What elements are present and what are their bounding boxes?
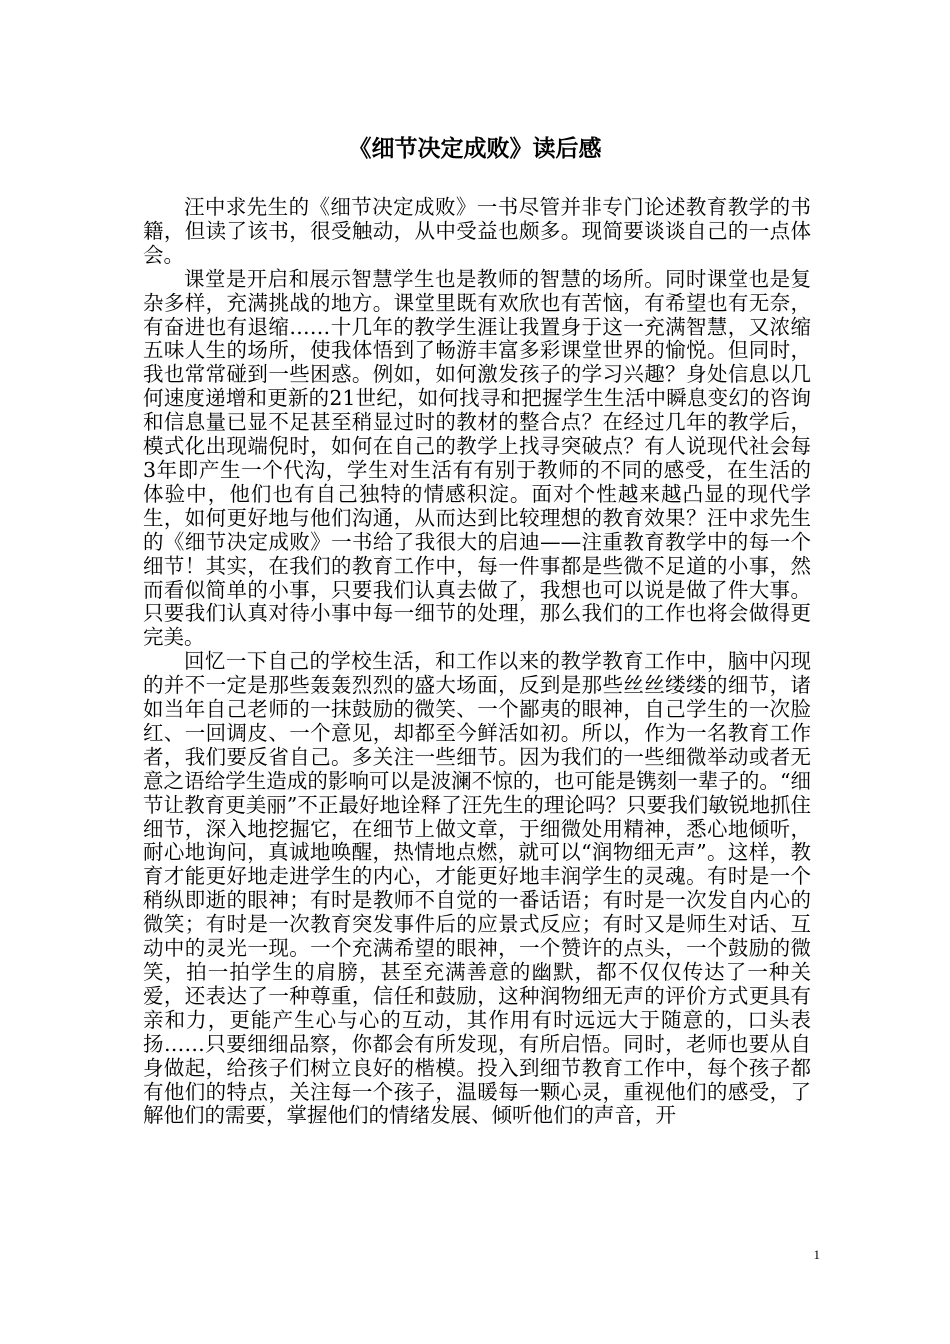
paragraph-2: 课堂是开启和展示智慧学生也是教师的智慧的场所。同时课堂也是复杂多样，充满挑战的地方。课堂里既有欢欣也有苦恼，有希望也有无奈，有奋进也有退缩……十几年的教学生涯让我置身于这一充满智慧，又浓缩五味人生的场所，使我体悟到了畅游丰富多彩课堂世界的愉悦。但同时，我也常常碰到一些困惑。例如，如何激发孩子的学习兴趣？身处信息以几何速度递增和更新的21世纪，如何找寻和把握学生生活中瞬息变幻的咨询和信息量已显不足甚至稍显过时的教材的整合点？在经过几年的教学后，模式化出现端倪时，如何在自己的教学上找寻突破点？有人说现代社会每3年即产生一个代沟，学生对生活有有别于教师的不同的感受，在生活的体验中，他们也有自己独特的情感积淀。面对个性越来越凸显的现代学生，如何更好地与他们沟通，从而达到比较理想的教育效果？汪中求先生的《细节决定成败》一书给了我很大的启迪——注重教育教学中的每一个细节！其实，在我们的教育工作中，每一件事都是些微不足道的小事，然而看似简单的小事，只要我们认真去做了，我想也可以说是做了件大事。只要我们认真对待小事中每一细节的处理，那么我们的工作也将会做得更完美。: [143, 266, 811, 650]
page-number: 1: [813, 1247, 820, 1262]
paragraph-1: 汪中求先生的《细节决定成败》一书尽管并非专门论述教育教学的书籍，但读了该书，很受触动，从中受益也颇多。现简要谈谈自己的一点体会。: [143, 195, 811, 267]
paragraph-3: 回忆一下自己的学校生活，和工作以来的教学教育工作中，脑中闪现的并不一定是那些轰轰烈烈的盛大场面，反到是那些丝丝缕缕的细节，诸如当年自己老师的一抹鼓励的微笑、一个鄙夷的眼神，自己学生的一次脸红、一回调皮、一个意见，却都至今鲜活如初。所以，作为一名教育工作者，我们要反省自己。多关注一些细节。因为我们的一些细微举动或者无意之语给学生造成的影响可以是波澜不惊的，也可能是镌刻一辈子的。“细节让教育更美丽”不正最好地诠释了汪先生的理论吗？只要我们敏锐地抓住细节，深入地挖掘它，在细节上做文章，于细微处用精神，悉心地倾听，耐心地询问，真诚地唤醒，热情地点燃，就可以“润物细无声”。这样，教育才能更好地走进学生的内心，才能更好地丰润学生的灵魂。有时是一个稍纵即逝的眼神；有时是教师不自觉的一番话语；有时是一次发自内心的微笑；有时是一次教育突发事件后的应景式反应；有时又是师生对话、互动中的灵光一现。一个充满希望的眼神，一个赞许的点头，一个鼓励的微笑，拍一拍学生的肩膀，甚至充满善意的幽默，都不仅仅传达了一种关爱，还表达了一种尊重，信任和鼓励，这种润物细无声的评价方式更具有亲和力，更能产生心与心的互动，其作用有时远远大于随意的，口头表扬……只要细细品察，你都会有所发现，有所启悟。同时，老师也要从自身做起，给孩子们树立良好的楷模。投入到细节教育工作中，每个孩子都有他们的特点，关注每一个孩子，温暖每一颗心灵，重视他们的感受，了解他们的需要，掌握他们的情绪发展、倾听他们的声音，开: [143, 649, 811, 1128]
document-body: [143, 196, 811, 1128]
document-title: 《细节决定成败》读后感: [348, 136, 602, 162]
